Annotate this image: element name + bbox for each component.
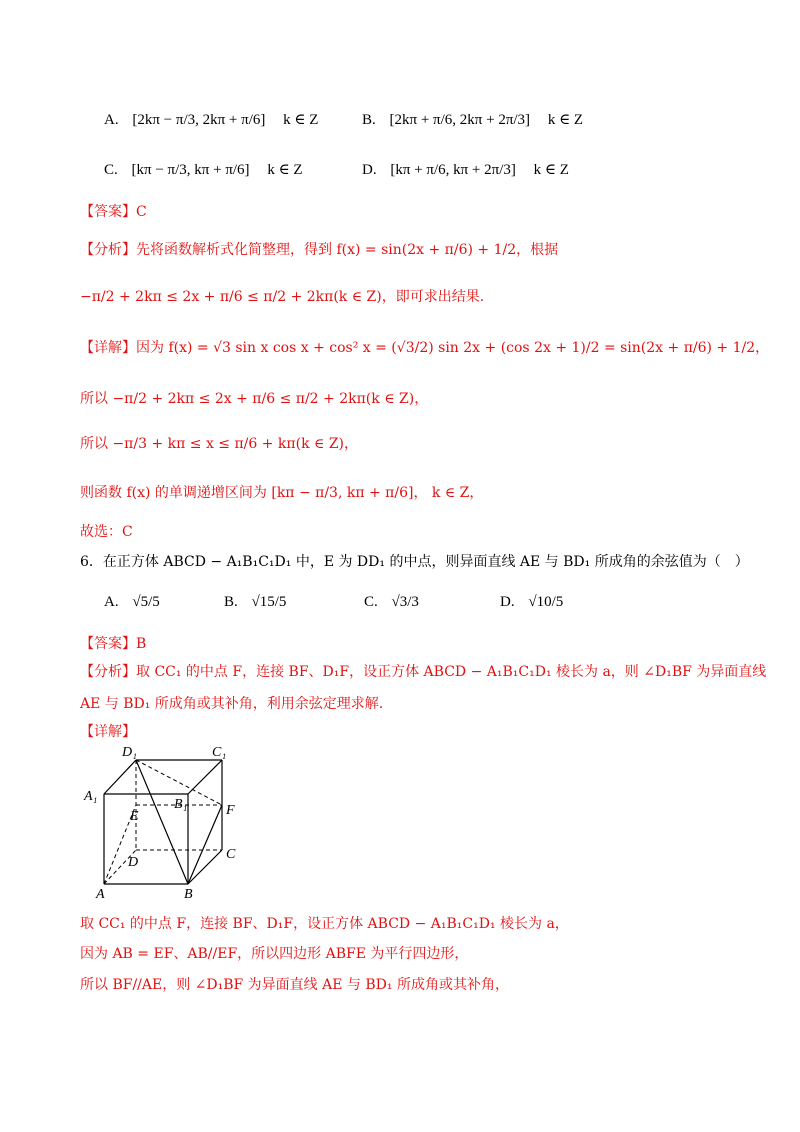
analysis-text: −π/2 + 2kπ ≤ 2x + π/6 ≤ π/2 + 2kπ(k ∈ Z)，即可求出结果. bbox=[80, 289, 485, 305]
analysis-text: 取 CC₁ 的中点 F，连接 BF、D₁F，设正方体 ABCD − A₁B₁C₁D₁ 棱长为 a，则 ∠D₁BF 为异面直线 bbox=[136, 664, 767, 680]
option-label: A. bbox=[104, 112, 119, 128]
detail-text: 取 CC₁ 的中点 F，连接 BF、D₁F，设正方体 ABCD − A₁B₁C₁D₁ 棱长为 a， bbox=[80, 916, 569, 932]
q6-stem bbox=[80, 552, 749, 572]
answer-value: C bbox=[136, 204, 147, 220]
label-d: D bbox=[128, 855, 139, 870]
question-text: 6．在正方体 ABCD − A₁B₁C₁D₁ 中，E 为 DD₁ 的中点，则异面直线 AE 与 BD₁ 所成角的余弦值为（ ） bbox=[80, 554, 749, 570]
option-label: D. bbox=[500, 594, 515, 610]
analysis-text: 先将函数解析式化简整理，得到 f(x) = sin(2x + π/6) + 1/2，根据 bbox=[136, 242, 559, 258]
edge-b1c1 bbox=[188, 760, 222, 794]
cube-figure bbox=[80, 742, 250, 902]
label-a1: A₁ bbox=[84, 789, 98, 804]
q5-option-b bbox=[362, 110, 583, 130]
analysis-tag: 【分析】 bbox=[80, 242, 136, 258]
option-cond: k ∈ Z bbox=[283, 112, 319, 128]
answer-tag: 【答案】 bbox=[80, 204, 136, 220]
label-b1: B₁ bbox=[174, 797, 188, 812]
q6-option-a bbox=[104, 592, 160, 612]
q5-choose bbox=[80, 522, 133, 542]
choose-text: 故选：C bbox=[80, 524, 133, 540]
detail-text: 所以 −π/3 + kπ ≤ x ≤ π/6 + kπ(k ∈ Z)， bbox=[80, 436, 359, 452]
label-c1: C₁ bbox=[212, 745, 227, 760]
q6-analysis-line1 bbox=[80, 662, 766, 682]
option-label: C. bbox=[364, 594, 378, 610]
q5-detail-line4 bbox=[80, 483, 483, 503]
answer-value: B bbox=[136, 636, 147, 652]
q5-option-a bbox=[104, 110, 318, 130]
option-value: √5/5 bbox=[132, 594, 160, 610]
option-value: √3/3 bbox=[391, 594, 419, 610]
label-b: B bbox=[184, 887, 193, 902]
q6-detail-tag bbox=[80, 722, 136, 742]
q5-detail-line3 bbox=[80, 434, 358, 454]
option-label: D. bbox=[362, 162, 377, 178]
option-interval: [kπ + π/6, kπ + 2π/3] bbox=[390, 162, 516, 178]
analysis-tag: 【分析】 bbox=[80, 664, 136, 680]
q6-detail-line3 bbox=[80, 975, 509, 995]
detail-text: 因为 f(x) = √3 sin x cos x + cos² x = (√3/2) sin 2x + (cos 2x + 1)/2 = sin(2x + π/6) + 1/2， bbox=[136, 340, 770, 356]
detail-text: 则函数 f(x) 的单调递增区间为 [kπ − π/3, kπ + π/6]， k ∈ Z， bbox=[80, 485, 484, 501]
q6-detail-line2 bbox=[80, 944, 468, 964]
q5-analysis-line2 bbox=[80, 287, 484, 307]
option-interval: [2kπ + π/6, 2kπ + 2π/3] bbox=[389, 112, 531, 128]
label-f: F bbox=[226, 803, 235, 818]
detail-tag: 【详解】 bbox=[80, 340, 136, 356]
option-value: √10/5 bbox=[528, 594, 564, 610]
option-value: √15/5 bbox=[251, 594, 287, 610]
detail-text: 所以 BF//AE，则 ∠D₁BF 为异面直线 AE 与 BD₁ 所成角或其补角， bbox=[80, 977, 509, 993]
option-label: C. bbox=[104, 162, 118, 178]
detail-text: 因为 AB = EF、AB//EF，所以四边形 ABFE 为平行四边形， bbox=[80, 946, 469, 962]
q6-analysis-line2 bbox=[80, 694, 383, 714]
detail-tag: 【详解】 bbox=[80, 724, 136, 740]
segment-d1b bbox=[136, 760, 188, 884]
q6-detail-line1 bbox=[80, 914, 569, 934]
label-d1: D₁ bbox=[122, 745, 137, 760]
q5-answer bbox=[80, 202, 147, 222]
segment-bf bbox=[188, 805, 222, 884]
q6-option-c bbox=[364, 592, 419, 612]
q6-answer bbox=[80, 634, 146, 654]
analysis-text: AE 与 BD₁ 所成角或其补角，利用余弦定理求解. bbox=[80, 696, 384, 712]
option-label: B. bbox=[224, 594, 238, 610]
q5-option-d bbox=[362, 160, 569, 180]
label-e: E bbox=[130, 809, 139, 824]
detail-text: 所以 −π/2 + 2kπ ≤ 2x + π/6 ≤ π/2 + 2kπ(k ∈ Z)， bbox=[80, 391, 429, 407]
q6-option-d bbox=[500, 592, 563, 612]
answer-tag: 【答案】 bbox=[80, 636, 136, 652]
q5-analysis-line1 bbox=[80, 240, 558, 260]
option-cond: k ∈ Z bbox=[267, 162, 303, 178]
edge-bc bbox=[188, 850, 222, 884]
option-cond: k ∈ Z bbox=[547, 112, 584, 128]
q5-option-c bbox=[104, 160, 303, 180]
option-label: A. bbox=[104, 594, 119, 610]
q5-detail-line2 bbox=[80, 389, 428, 409]
label-a: A bbox=[96, 887, 105, 902]
option-label: B. bbox=[362, 112, 376, 128]
option-interval: [kπ − π/3, kπ + π/6] bbox=[131, 162, 250, 178]
label-c: C bbox=[226, 847, 236, 862]
option-interval: [2kπ − π/3, 2kπ + π/6] bbox=[132, 112, 266, 128]
option-cond: k ∈ Z bbox=[533, 162, 569, 178]
q5-detail-line1 bbox=[80, 338, 769, 358]
edge-a1d1 bbox=[104, 760, 136, 794]
q6-option-b bbox=[224, 592, 286, 612]
